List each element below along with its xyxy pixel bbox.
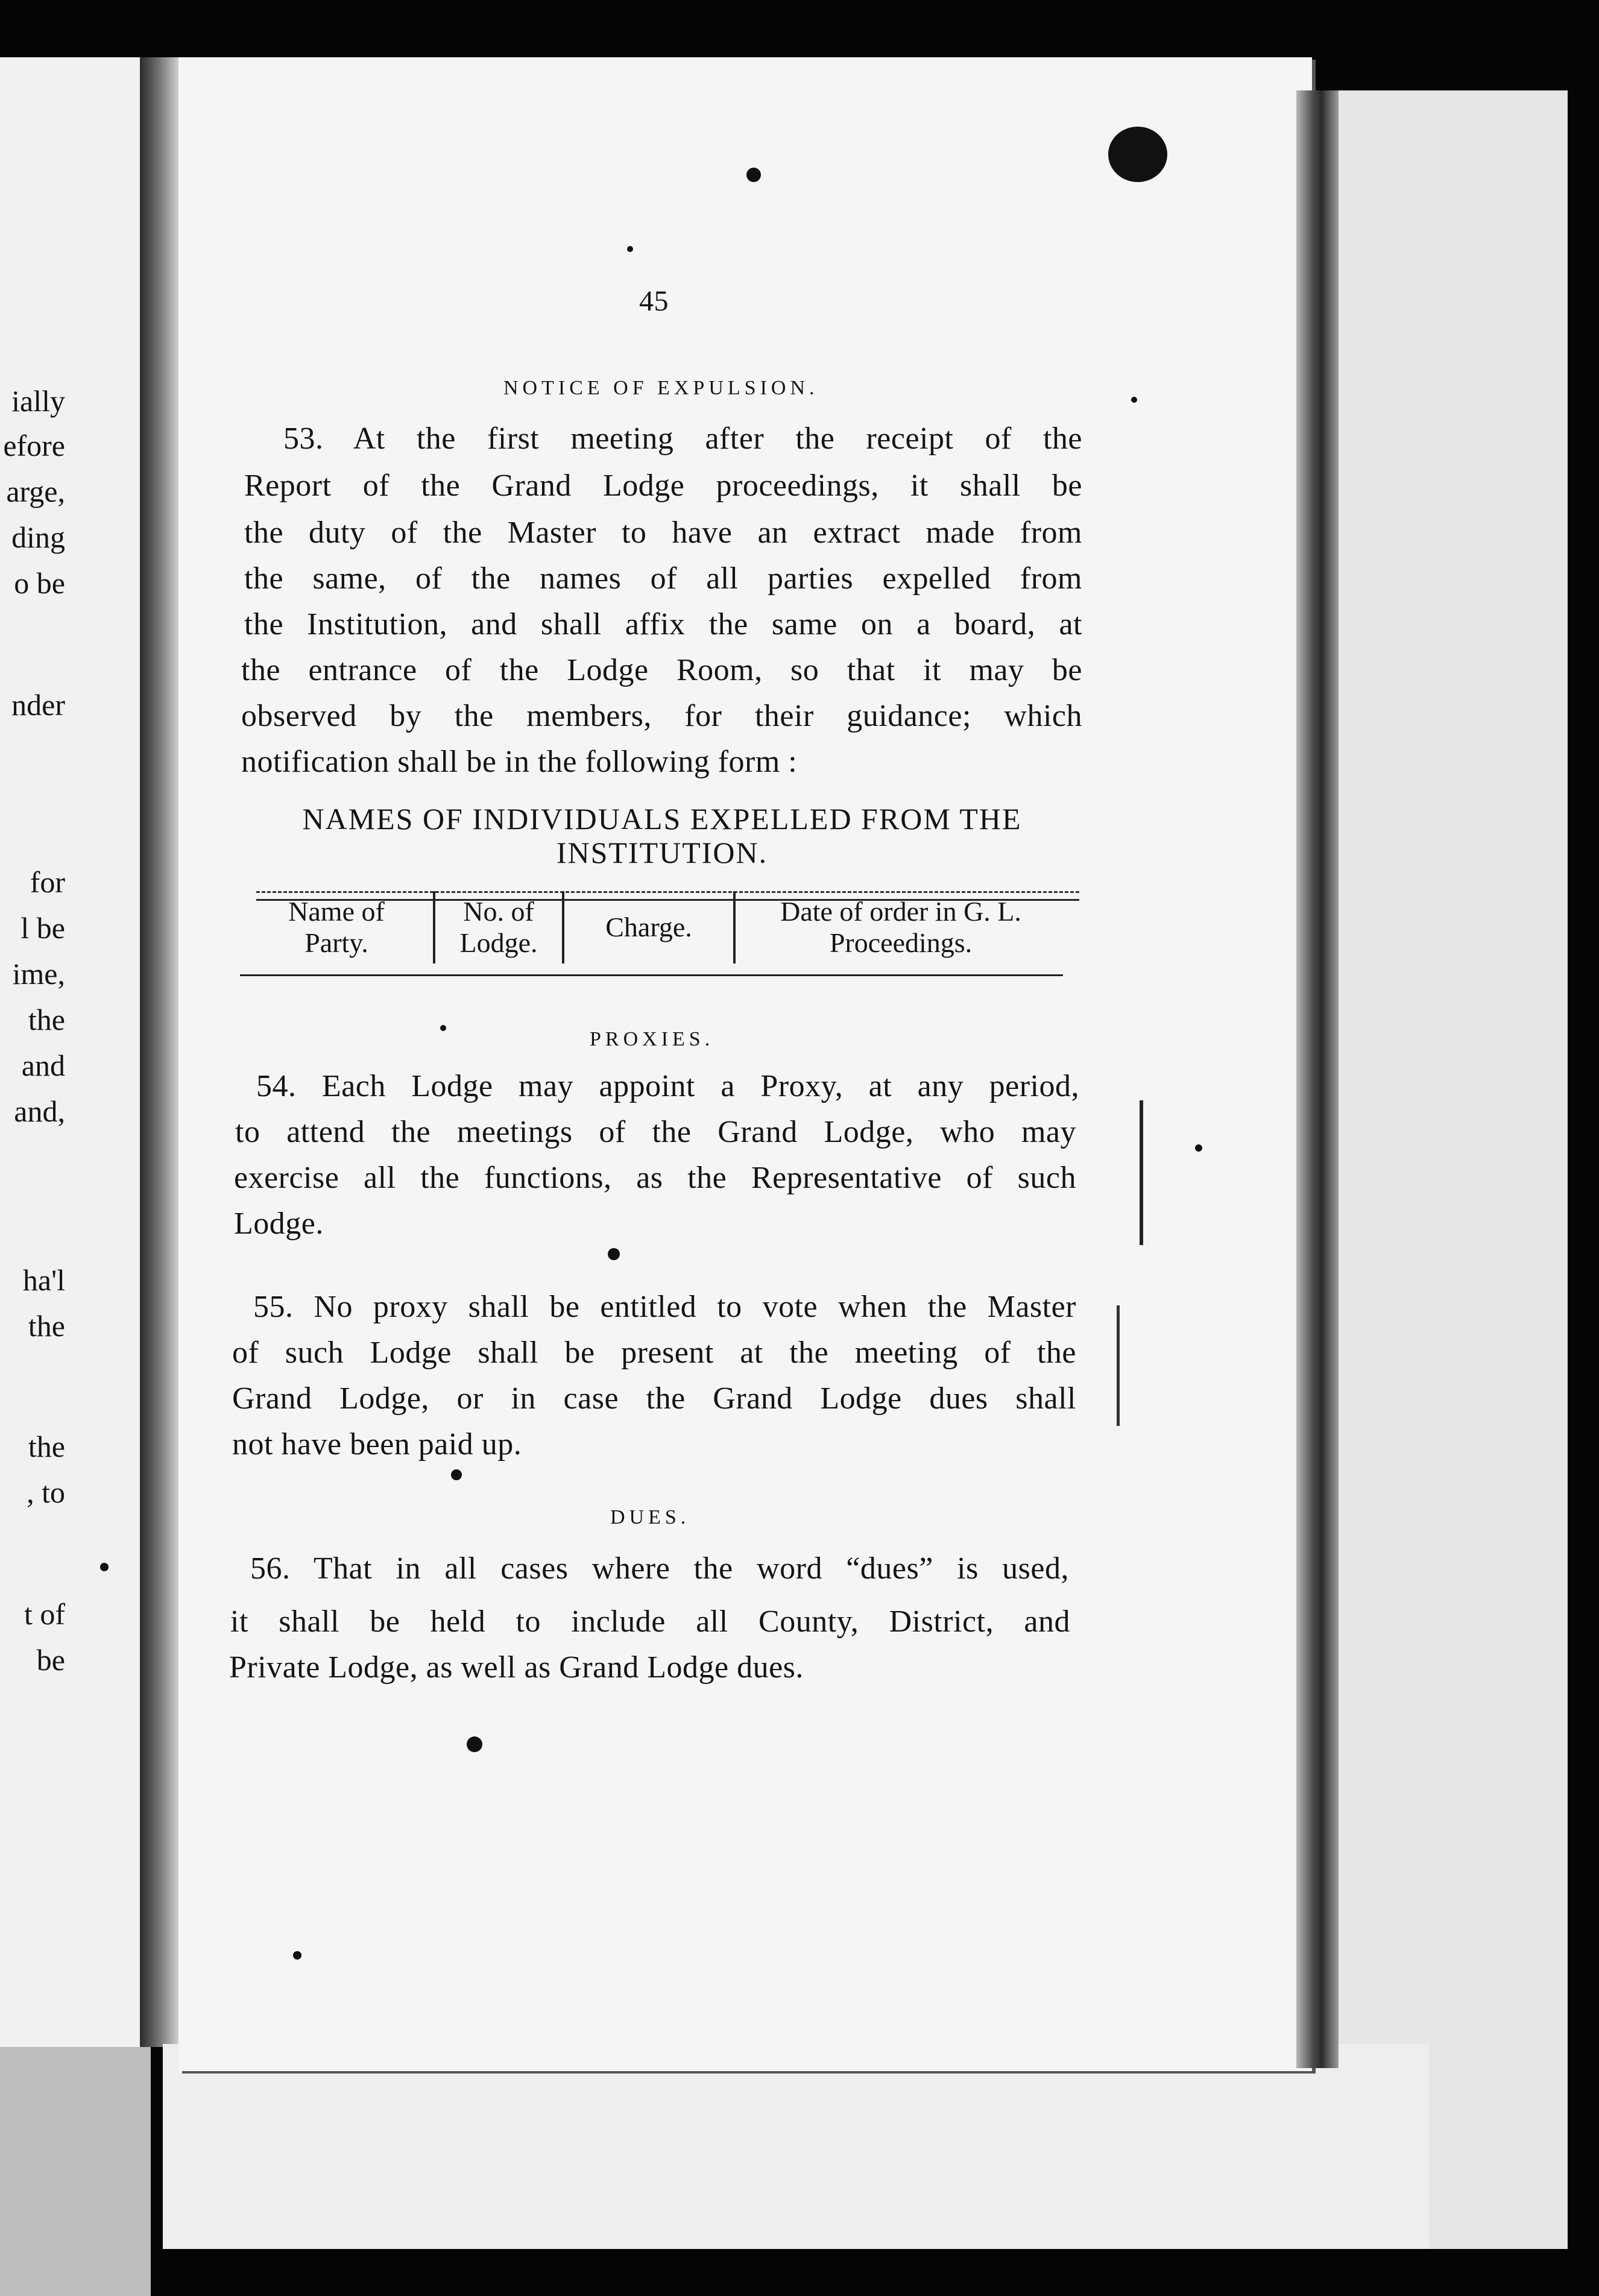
book-spine-gutter (140, 57, 178, 2047)
left-page-lower-edge (0, 2047, 151, 2296)
table-header-row (240, 891, 1066, 964)
expulsion-table-title (240, 802, 1084, 869)
section-heading-expulsion: NOTICE OF EXPULSION. (503, 377, 819, 399)
left-page-word: arge, (6, 475, 65, 508)
column-header-date-of-order: Date of order in G. L. Proceedings. (734, 891, 1066, 964)
underlying-page-lower (163, 2044, 1429, 2249)
para-54-line: 54. Each Lodge may appoint a Proxy, at any period, (256, 1069, 1079, 1103)
left-page-word: o be (14, 566, 65, 600)
ink-speck (627, 246, 633, 252)
left-page-word: nder (11, 688, 65, 722)
column-header-no-of-lodge: No. of Lodge. (434, 891, 563, 964)
para-54-line: Lodge. (234, 1206, 324, 1241)
left-page-word: and, (14, 1094, 65, 1128)
left-page-word: the (28, 1309, 65, 1343)
left-page-word: l be (20, 911, 65, 945)
section-heading-dues: DUES. (610, 1506, 690, 1528)
table-title-line: NAMES OF INDIVIDUALS EXPELLED FROM THE (302, 802, 1022, 836)
para-56-line: 56. That in all cases where the word “dues” is used, (250, 1551, 1069, 1586)
column-header-charge: Charge. (563, 891, 734, 964)
left-page-word: and (21, 1049, 65, 1082)
ink-speck (746, 168, 761, 182)
left-page-word: t of (24, 1597, 65, 1631)
margin-mark (1140, 1100, 1143, 1245)
para-56-line: Private Lodge, as well as Grand Lodge dues. (229, 1650, 804, 1685)
left-page-word: ially (11, 384, 65, 418)
ink-speck (467, 1736, 482, 1752)
ink-speck (608, 1248, 620, 1260)
table-title-line: INSTITUTION. (556, 836, 768, 869)
para-54-line: to attend the meetings of the Grand Lodge, who may (235, 1115, 1076, 1149)
left-page-word: for (30, 865, 65, 899)
para-53-line: the entrance of the Lodge Room, so that it may be (241, 653, 1082, 687)
ink-speck (440, 1025, 446, 1031)
para-53-line: Report of the Grand Lodge proceedings, it shall be (244, 468, 1082, 503)
left-page-word: efore (3, 429, 65, 462)
ink-speck (451, 1469, 462, 1480)
expulsion-table (240, 891, 1066, 964)
left-page-word: ha'l (22, 1263, 65, 1297)
para-55-line: of such Lodge shall be present at the meeting of the (232, 1336, 1076, 1370)
para-56-line: it shall be held to include all County, District, and (230, 1604, 1070, 1639)
left-page-word: the (28, 1003, 65, 1036)
left-page-word: , to (27, 1475, 65, 1509)
ink-speck (1131, 397, 1137, 403)
left-page-word: be (36, 1643, 65, 1677)
ink-blot (1108, 127, 1167, 182)
page-edge-shadow (1296, 90, 1339, 2068)
para-54-line: exercise all the functions, as the Representative of such (234, 1161, 1076, 1195)
ink-speck (100, 1563, 109, 1571)
para-53-line: the Institution, and shall affix the same on a board, at (244, 607, 1082, 642)
para-53-line: 53. At the first meeting after the receipt of the (283, 421, 1082, 456)
ink-speck (1195, 1144, 1202, 1152)
margin-mark (1117, 1305, 1120, 1426)
para-55-line: 55. No proxy shall be entitled to vote when the Master (253, 1290, 1076, 1324)
para-55-line: Grand Lodge, or in case the Grand Lodge dues shall (232, 1381, 1076, 1416)
page-number: 45 (639, 285, 669, 317)
para-53-line: the duty of the Master to have an extract made from (244, 516, 1082, 550)
para-53-line: notification shall be in the following form : (241, 745, 798, 779)
ink-speck (293, 1951, 301, 1960)
para-53-line: observed by the members, for their guidance; which (241, 699, 1082, 733)
column-header-name-of-party: Name of Party. (288, 896, 385, 958)
table-bottom-rule (240, 974, 1063, 979)
left-page-word: ime, (12, 957, 65, 991)
para-55-line: not have been paid up. (232, 1427, 522, 1462)
para-53-line: the same, of the names of all parties expelled from (244, 561, 1082, 596)
section-heading-proxies: PROXIES. (590, 1028, 714, 1050)
left-page-word: the (28, 1430, 65, 1463)
left-page-word: ding (11, 520, 65, 554)
